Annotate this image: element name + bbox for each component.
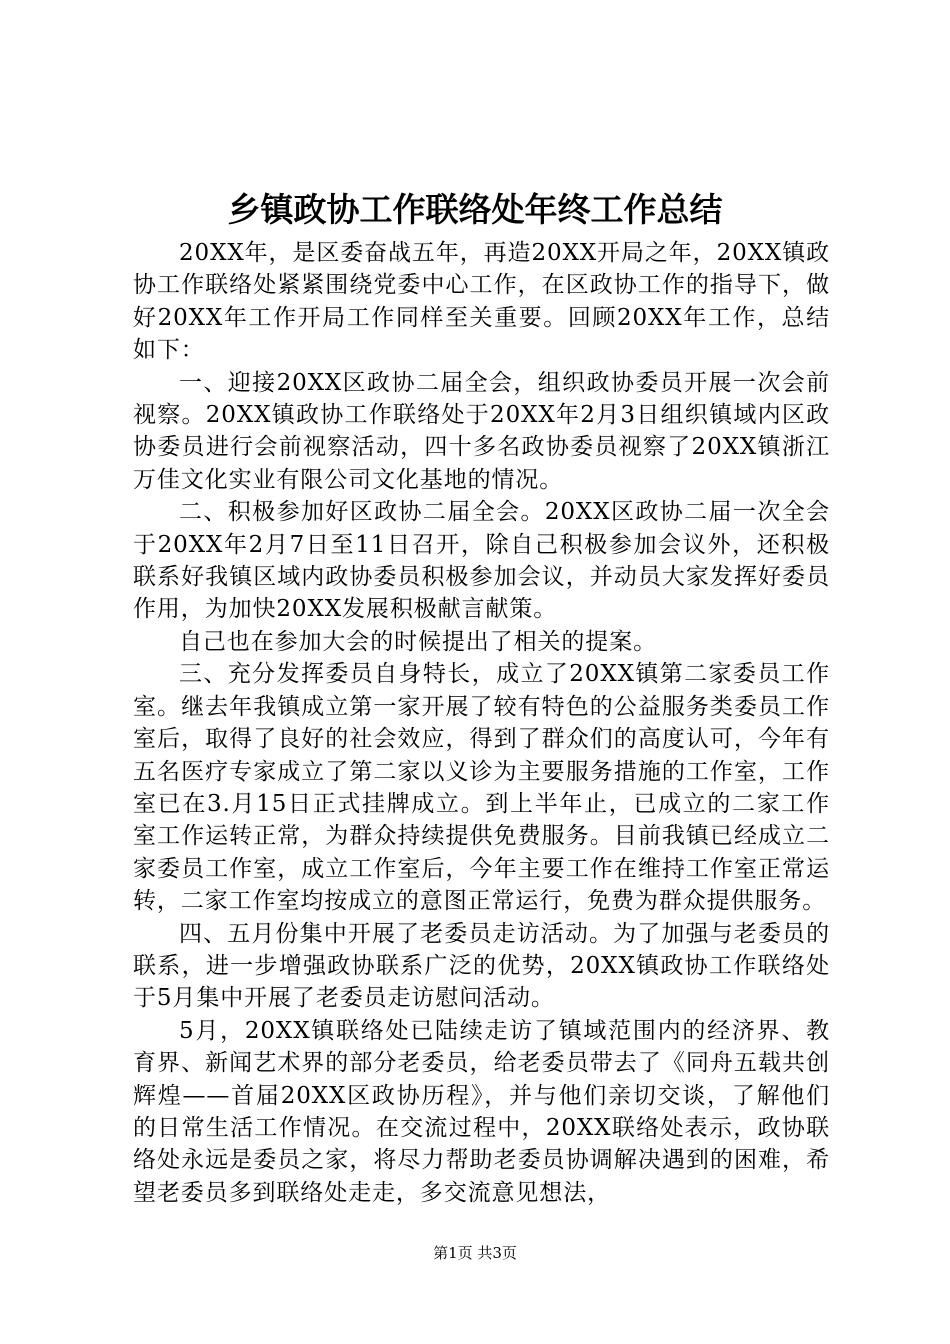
paragraph-proposal: 自己也在参加大会的时候提出了相关的提案。	[179, 628, 657, 655]
document-body	[133, 237, 830, 1209]
paragraph-visits: 5月，20XX镇联络处已陆续走访了镇域范围内的经济界、教育界、新闻艺术界的部分老委员，给老委员带去了《同舟五载共创辉煌——首届20XX区政协历程》，并与他们亲切交谈，了解他们的日常生活工作情况。在交流过程中，20XX联络处表示，政协联络处永远是委员之家，将尽力帮助老委员协调解决遇到的困难，希望老委员多到联络处走走，多交流意见想法，	[133, 1017, 830, 1206]
document-title: 乡镇政协工作联络处年终工作总结	[227, 190, 723, 229]
paragraph-section-4: 四、五月份集中开展了老委员走访活动。为了加强与老委员的联系，进一步增强政协联系广泛的优势，20XX镇政协工作联络处于5月集中开展了老委员走访慰问活动。	[133, 920, 830, 1012]
paragraph-section-3: 三、充分发挥委员自身特长，成立了20XX镇第二家委员工作室。继去年我镇成立第一家开展了较有特色的公益服务类委员工作室后，取得了良好的社会效应，得到了群众们的高度认可，今年有五名医疗专家成立了第二家以义诊为主要服务措施的工作室，工作室已在3.月15日正式挂牌成立。到上半年止，已成立的二家工作室工作运转正常，为群众持续提供免费服务。目前我镇已经成立二家委员工作室，成立工作室后，今年主要工作在维持工作室正常运转，二家工作室均按成立的意图正常运行，免费为群众提供服务。	[133, 661, 830, 915]
paragraph-section-2: 二、积极参加好区政协二届全会。20XX区政协二届一次全会于20XX年2月7日至11日召开，除自己积极参加会议外，还积极联系好我镇区域内政协委员积极参加会议，并动员大家发挥好委员作用，为加快20XX发展积极献言献策。	[133, 499, 830, 623]
paragraph-section-1: 一、迎接20XX区政协二届全会，组织政协委员开展一次会前视察。20XX镇政协工作联络处于20XX年2月3日组织镇域内区政协委员进行会前视察活动，四十多名政协委员视察了20XX镇浙江万佳文化实业有限公司文化基地的情况。	[133, 369, 830, 493]
paragraph-intro: 20XX年，是区委奋战五年，再造20XX开局之年，20XX镇政协工作联络处紧紧围绕党委中心工作，在区政协工作的指导下，做好20XX年工作开局工作同样至关重要。回顾20XX年工作，总结如下：	[133, 240, 830, 364]
page-number-footer: 第1页 共3页	[433, 1244, 517, 1262]
